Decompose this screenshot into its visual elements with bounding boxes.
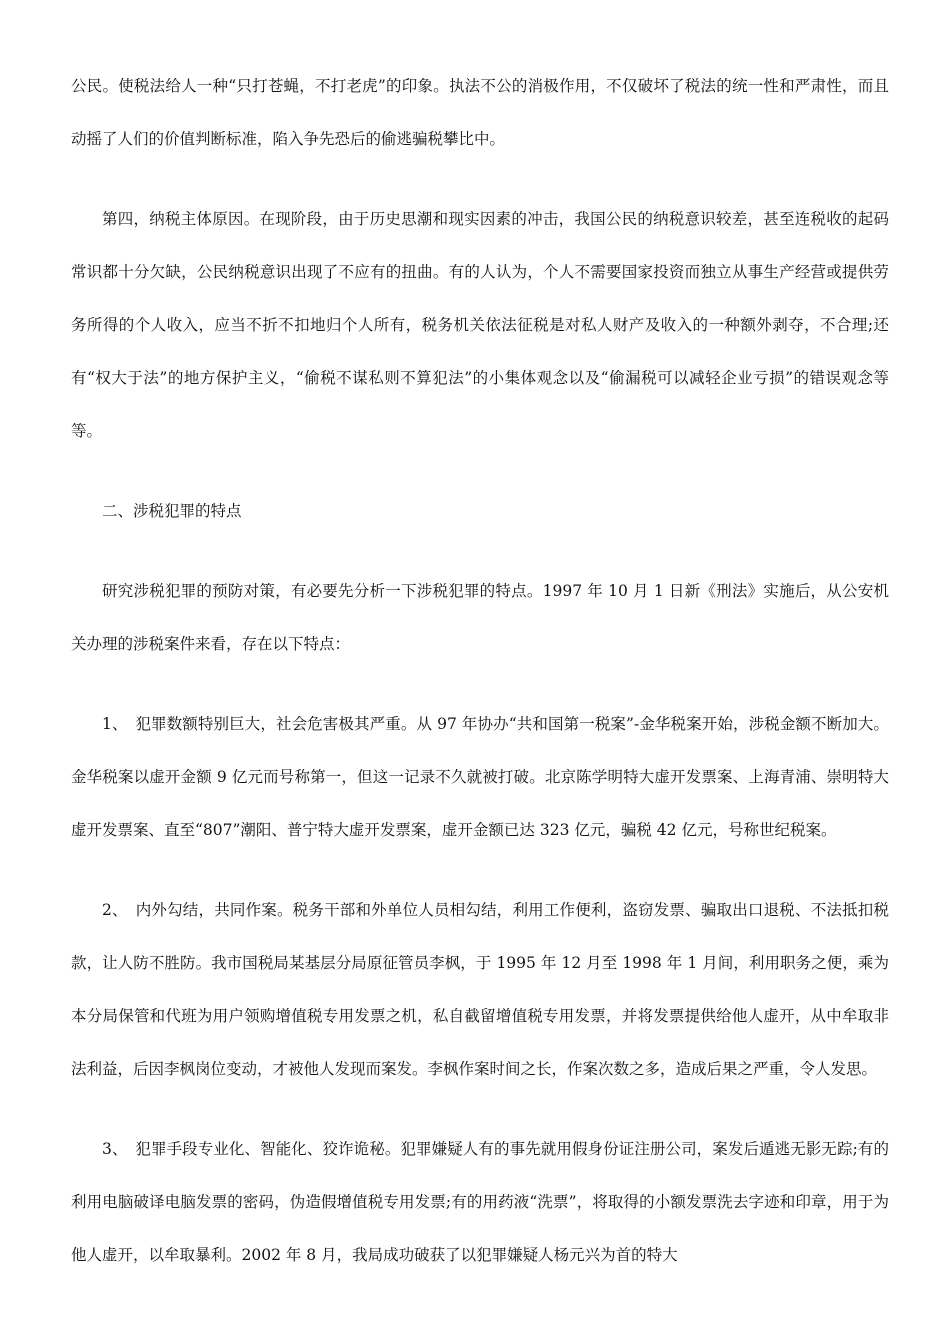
list-item-2: 2、 内外勾结，共同作案。税务干部和外单位人员相勾结，利用工作便利，盗窃发票、骗取出口退税、不法抵扣税款，让人防不胜防。我市国税局某基层分局原征管员李枫，于 1995 年 12 月至 1998 年 1 月间，利用职务之便，乘为本分局保管和代班为用户领购增值税专用发票之机，私自截留增值税专用发票，并将发票提供给他人虚开，从中牟取非法利益，后因李枫岗位变动，才被他人发现而案发。李枫作案时间之长，作案次数之多，造成后果之严重，令人发思。: [71, 901, 889, 1078]
paragraph-gap: [71, 458, 889, 485]
document-page: [71, 0, 889, 1282]
list-item-3: 3、 犯罪手段专业化、智能化、狡诈诡秘。犯罪嫌疑人有的事先就用假身份证注册公司，案发后遁逃无影无踪;有的利用电脑破译电脑发票的密码，伪造假增值税专用发票;有的用药液“洗票”，将取得的小额发票洗去字迹和印章，用于为他人虚开，以牟取暴利。2002 年 8 月，我局成功破获了以犯罪嫌疑人杨元兴为首的特大: [71, 1140, 889, 1264]
paragraph-gap: [71, 166, 889, 193]
paragraph-continuation: 公民。使税法给人一种“只打苍蝇，不打老虎”的印象。执法不公的消极作用，不仅破坏了税法的统一性和严肃性，而且动摇了人们的价值判断标准，陷入争先恐后的偷逃骗税攀比中。: [71, 77, 889, 148]
list-item-1: 1、 犯罪数额特别巨大，社会危害极其严重。从 97 年协办“共和国第一税案”-金华税案开始，涉税金额不断加大。金华税案以虚开金额 9 亿元而号称第一，但这一记录不久就被打破。北京陈学明特大虚开发票案、上海青浦、崇明特大虚开发票案、直至“807”潮阳、普宁特大虚开发票案，虚开金额已达 323 亿元，骗税 42 亿元，号称世纪税案。: [71, 715, 889, 839]
paragraph-gap: [71, 538, 889, 565]
paragraph-fourth-reason: 第四，纳税主体原因。在现阶段，由于历史思潮和现实因素的冲击，我国公民的纳税意识较差，甚至连税收的起码常识都十分欠缺，公民纳税意识出现了不应有的扭曲。有的人认为，个人不需要国家投资而独立从事生产经营或提供劳务所得的个人收入，应当不折不扣地归个人所有，税务机关依法征税是对私人财产及收入的一种额外剥夺，不合理;还有“权大于法”的地方保护主义，“偷税不谋私则不算犯法”的小集体观念以及“偷漏税可以减轻企业亏损”的错误观念等等。: [71, 210, 889, 440]
paragraph-gap: [71, 671, 889, 698]
paragraph-gap: [71, 857, 889, 884]
paragraph-gap: [71, 1096, 889, 1123]
paragraph-intro: 研究涉税犯罪的预防对策，有必要先分析一下涉税犯罪的特点。1997 年 10 月 1 日新《刑法》实施后，从公安机关办理的涉税案件来看，存在以下特点：: [71, 582, 889, 653]
section-heading: 二、涉税犯罪的特点: [102, 502, 242, 520]
